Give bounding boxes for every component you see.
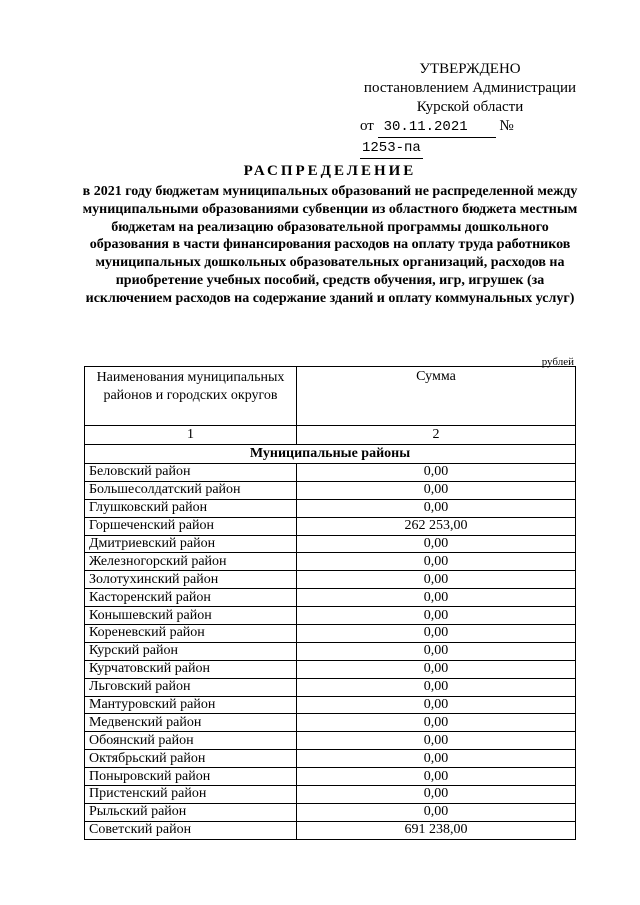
table-row	[85, 786, 576, 804]
date-number-line	[360, 117, 580, 159]
section-row	[85, 445, 576, 464]
district-name: Медвенский район	[85, 714, 297, 732]
table-row	[85, 607, 576, 625]
column-number-1: 1	[85, 426, 297, 445]
table-row	[85, 499, 576, 517]
decree-number: 1253-па	[360, 139, 423, 159]
district-name: Беловский район	[85, 464, 297, 482]
table-row	[85, 464, 576, 482]
table-row	[85, 714, 576, 732]
district-name: Золотухинский район	[85, 571, 297, 589]
district-sum: 0,00	[297, 535, 576, 553]
table-row	[85, 642, 576, 660]
district-sum: 0,00	[297, 696, 576, 714]
table-row	[85, 553, 576, 571]
district-name: Обоянский район	[85, 732, 297, 750]
table-row	[85, 660, 576, 678]
document-subtitle: в 2021 году бюджетам муниципальных образований не распределенной между муниципальными образованиями субвенции из областного бюджета местным бюджетам на реализацию образовательной программы дошкольного образования в части финансирования расходов на оплату труда работников муниципальных дошкольных образовательных организаций, расходов на приобретение учебных пособий, средств обучения, игр, игрушек (за исключением расходов на содержание зданий и оплату коммунальных услуг)	[82, 184, 578, 306]
table-row	[85, 750, 576, 768]
district-sum: 691 238,00	[297, 821, 576, 839]
district-sum: 0,00	[297, 803, 576, 821]
district-sum: 0,00	[297, 714, 576, 732]
table-row	[85, 803, 576, 821]
number-label: №	[499, 118, 514, 134]
district-name: Касторенский район	[85, 589, 297, 607]
district-sum: 0,00	[297, 642, 576, 660]
column-number-2: 2	[297, 426, 576, 445]
table-row	[85, 481, 576, 499]
district-sum: 0,00	[297, 464, 576, 482]
district-name: Октябрьский район	[85, 750, 297, 768]
district-name: Конышевский район	[85, 607, 297, 625]
table-row	[85, 732, 576, 750]
table-row	[85, 821, 576, 839]
district-sum: 0,00	[297, 786, 576, 804]
approved-label: УТВЕРЖДЕНО	[419, 61, 521, 77]
district-name: Дмитриевский район	[85, 535, 297, 553]
approval-block	[360, 60, 580, 159]
district-name: Большесолдатский район	[85, 481, 297, 499]
table-row	[85, 589, 576, 607]
table-row	[85, 625, 576, 643]
district-name: Кореневский район	[85, 625, 297, 643]
from-label: от	[360, 118, 374, 134]
district-name: Мантуровский район	[85, 696, 297, 714]
district-sum: 0,00	[297, 750, 576, 768]
district-sum: 0,00	[297, 625, 576, 643]
district-name: Курчатовский район	[85, 660, 297, 678]
table-row	[85, 535, 576, 553]
district-name: Льговский район	[85, 678, 297, 696]
district-name: Глушковский район	[85, 499, 297, 517]
unit-label: рублей	[541, 356, 574, 368]
district-sum: 0,00	[297, 571, 576, 589]
district-sum: 0,00	[297, 660, 576, 678]
distribution-table	[84, 366, 576, 840]
document-title: РАСПРЕДЕЛЕНИЕ	[243, 163, 417, 179]
district-sum: 0,00	[297, 481, 576, 499]
district-sum: 0,00	[297, 553, 576, 571]
table-row	[85, 678, 576, 696]
table-row	[85, 571, 576, 589]
district-name: Поныровский район	[85, 768, 297, 786]
header-sum: Сумма	[297, 367, 576, 426]
district-sum: 262 253,00	[297, 517, 576, 535]
section-title: Муниципальные районы	[85, 445, 576, 464]
district-sum: 0,00	[297, 678, 576, 696]
district-sum: 0,00	[297, 589, 576, 607]
header-name: Наименования муниципальных районов и городских округов	[85, 367, 297, 426]
table-row	[85, 768, 576, 786]
district-sum: 0,00	[297, 607, 576, 625]
district-name: Железногорский район	[85, 553, 297, 571]
district-sum: 0,00	[297, 732, 576, 750]
table-header-row	[85, 367, 576, 426]
table-row	[85, 517, 576, 535]
table-row	[85, 696, 576, 714]
district-name: Рыльский район	[85, 803, 297, 821]
district-sum: 0,00	[297, 768, 576, 786]
district-name: Советский район	[85, 821, 297, 839]
district-name: Пристенский район	[85, 786, 297, 804]
district-sum: 0,00	[297, 499, 576, 517]
district-name: Горшеченский район	[85, 517, 297, 535]
district-name: Курский район	[85, 642, 297, 660]
decree-label: постановлением Администрации	[363, 80, 577, 96]
column-number-row	[85, 426, 576, 445]
decree-date: 30.11.2021	[378, 118, 496, 138]
region-label: Курской области	[416, 99, 524, 115]
